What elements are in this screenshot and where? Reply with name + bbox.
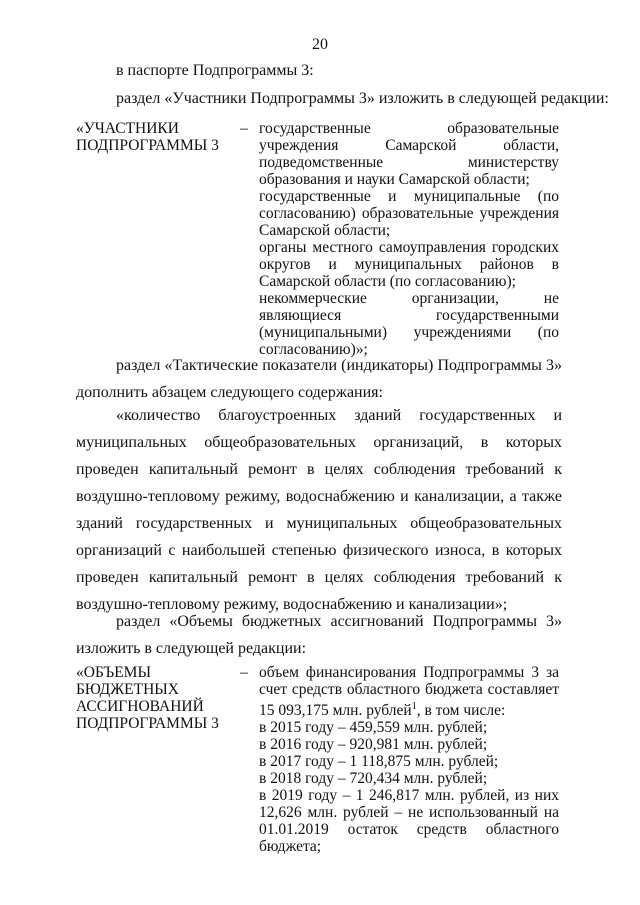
budget-year-2016: в 2016 году – 920,981 млн. рублей; <box>259 736 488 754</box>
footnote-mark: 1 <box>411 701 417 712</box>
budget-dash: – <box>240 664 248 681</box>
budget-year-2015: в 2015 году – 459,559 млн. рублей; <box>259 719 488 737</box>
budget-lead-tail: , в том числе: <box>416 702 506 720</box>
participant-item-3: органы местного самоуправления городских округов и муниципальных районов в Самарской области (по согласованию); <box>259 239 559 290</box>
intro-line-2: раздел «Участники Подпрограммы 3» изложить в следующей редакции: <box>116 90 609 107</box>
budget-paragraph: раздел «Объемы бюджетных ассигнований Подпрограммы 3» изложить в следующей редакции: <box>76 613 562 657</box>
participant-item-1: государственные образовательные учреждения Самарской области, подведомственные министерству образования и науки Самарской области; <box>259 120 559 188</box>
budget-year-2017: в 2017 году – 1 118,875 млн. рублей; <box>259 753 499 771</box>
participants-label: «УЧАСТНИКИ ПОДПРОГРАММЫ 3 <box>76 120 219 154</box>
page-number: 20 <box>312 36 328 53</box>
budget-year-2018: в 2018 году – 720,434 млн. рублей; <box>259 770 488 788</box>
tactical-paragraph-1: раздел «Тактические показатели (индикаторы) Подпрограммы 3» дополнить абзацем следующего содержания: <box>76 357 562 401</box>
intro-line-1: в паспорте Подпрограммы 3: <box>116 62 314 79</box>
participants-list <box>259 120 559 358</box>
budget-year-2019: в 2019 году – 1 246,817 млн. рублей, из них 12,626 млн. рублей – не использованный на 01.01.2019 остаток средств областного бюджета; <box>259 787 559 856</box>
budget-details <box>259 664 559 855</box>
budget-label: «ОБЪЕМЫ БЮДЖЕТНЫХ АССИГНОВАНИЙ ПОДПРОГРАММЫ 3 <box>76 664 219 732</box>
budget-lead-text: объем финансирования Подпрограммы 3 за счет средств областного бюджета составляет 15 093,175 млн. рублей <box>259 664 559 720</box>
participant-item-2: государственные и муниципальные (по согласованию) образовательные учреждения Самарской области; <box>259 188 559 239</box>
participants-dash: – <box>240 120 248 137</box>
budget-lead <box>259 664 559 719</box>
participant-item-4: некоммерческие организации, не являющиеся государственными (муниципальными) учреждениями (по согласованию)»; <box>259 290 559 358</box>
tactical-paragraph-2: «количество благоустроенных зданий государственных и муниципальных общеобразовательных организаций, в которых проведен капитальный ремонт в целях соблюдения требований к воздушно-тепловому режиму, водоснабжению и канализации, а также зданий государственных и муниципальных общеобразовательных организаций с наибольшей степенью физического износа, в которых проведен капитальный ремонт в целях соблюдения требований к воздушно-тепловому режиму, водоснабжению и канализации»; <box>76 407 562 613</box>
